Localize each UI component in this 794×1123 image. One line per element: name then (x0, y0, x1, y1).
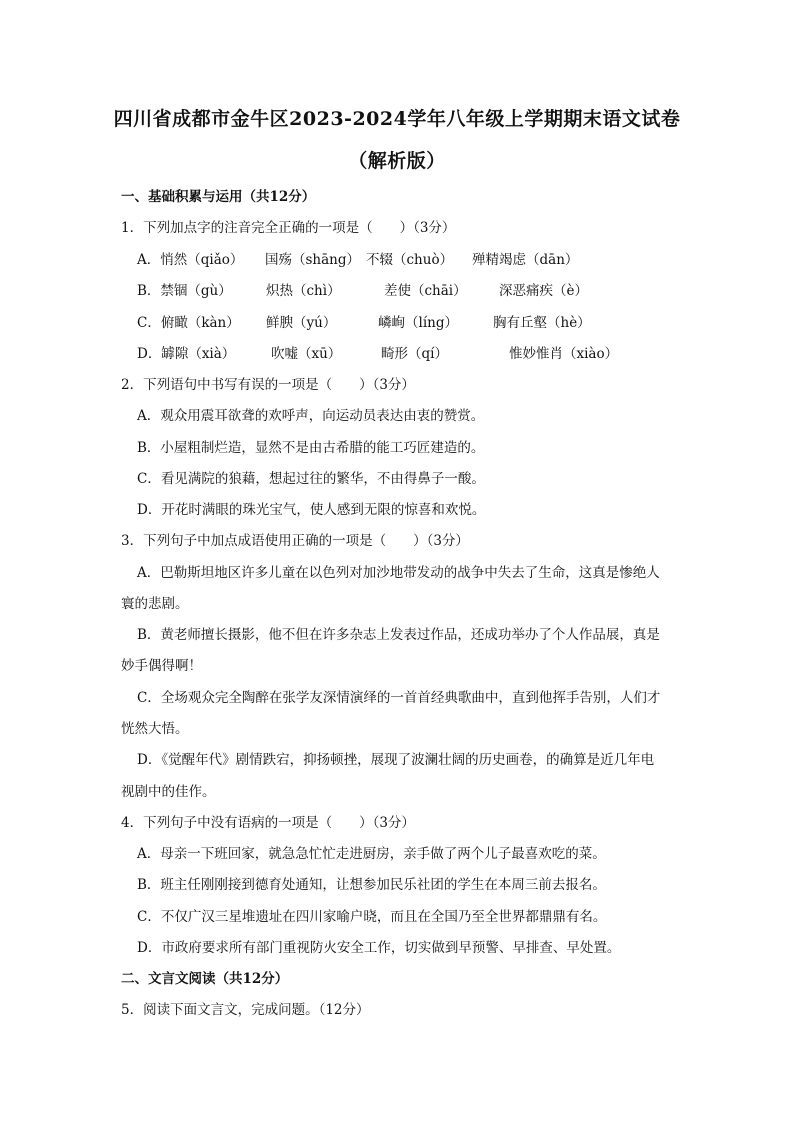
question-3-stem: 3．下列句子中加点成语使用正确的一项是（ ）（3分） (121, 533, 469, 549)
question-4-option-c: C．不仅广汉三星堆遗址在四川家喻户晓，而且在全国乃至全世界都鼎鼎有名。 (137, 909, 607, 925)
option-cell: D．罅隙（xià） (137, 346, 236, 362)
question-3-option-d-cont: 视剧中的佳作。 (121, 784, 216, 800)
question-4-stem: 4．下列句子中没有语病的一项是（ ）（3分） (121, 815, 415, 831)
question-3-option-c: C．全场观众完全陶醉在张学友深情演绎的一首首经典歌曲中，直到他挥手告别，人们才 (137, 690, 661, 706)
option-cell: 畸形（qí） (381, 346, 448, 362)
option-cell: 差使（chāi） (384, 283, 467, 299)
question-2-option-c: C．看见满院的狼藉，想起过往的繁华，不由得鼻子一酸。 (137, 471, 485, 487)
question-3-option-b-cont: 妙手偶得啊！ (121, 658, 202, 674)
question-4-option-d: D．市政府要求所有部门重视防火安全工作，切实做到早预警、早排查、早处置。 (137, 940, 621, 956)
option-cell: 鲜腴（yú） (266, 315, 337, 331)
option-cell: 胸有丘壑（hè） (493, 315, 591, 331)
question-1-stem: 1．下列加点字的注音完全正确的一项是（ ）（3分） (121, 220, 456, 236)
question-2-option-b: B．小屋粗制烂造，显然不是由古希腊的能工巧匠建造的。 (137, 440, 485, 456)
option-cell: B．禁锢（gù） (137, 283, 232, 299)
question-3-option-a-cont: 寰的悲剧。 (121, 596, 189, 612)
option-cell: 炽热（chì） (266, 283, 341, 299)
question-3-option-d: D．《觉醒年代》剧情跌宕，抑扬顿挫，展现了波澜壮阔的历史画卷，的确算是近几年电 (137, 752, 655, 768)
option-cell: 深恶痛疾（è） (499, 283, 588, 299)
question-2-option-d: D．开花时满眼的珠光宝气，使人感到无限的惊喜和欢悦。 (137, 502, 486, 518)
option-cell: 嶙峋（líng） (378, 315, 458, 331)
section-heading-basics: 一、基础积累与运用（共12分） (121, 189, 316, 205)
option-cell: 不辍（chuò） (366, 252, 454, 268)
option-cell: 殚精竭虑（dān） (472, 252, 579, 268)
question-3-option-c-cont: 恍然大悟。 (121, 721, 189, 737)
option-cell: 惟妙惟肖（xiào） (509, 346, 619, 362)
option-cell: 吹嘘（xū） (271, 346, 342, 362)
option-cell: A．悄然（qiǎo） (137, 252, 244, 268)
question-4-option-b: B．班主任刚刚接到德育处通知，让想参加民乐社团的学生在本周三前去报名。 (137, 877, 606, 893)
question-3-option-b: B．黄老师擅长摄影，他不但在许多杂志上发表过作品，还成功举办了个人作品展，真是 (137, 627, 660, 643)
question-3-option-a: A．巴勒斯坦地区许多儿童在以色列对加沙地带发动的战争中失去了生命，这真是惨绝人 (137, 565, 660, 581)
option-cell: C．俯瞰（kàn） (137, 315, 240, 331)
question-4-option-a: A．母亲一下班回家，就急急忙忙走进厨房，亲手做了两个儿子最喜欢吃的菜。 (137, 846, 606, 862)
question-2-stem: 2．下列语句中书写有误的一项是（ ）（3分） (121, 377, 415, 393)
option-cell: 国殇（shāng） (265, 252, 361, 268)
question-5-stem: 5．阅读下面文言文，完成问题。（12分） (121, 1002, 370, 1018)
exam-subtitle: （解析版） (348, 150, 446, 172)
question-2-option-a: A．观众用震耳欲聋的欢呼声，向运动员表达由衷的赞赏。 (137, 408, 485, 424)
section-heading-classical-reading: 二、文言文阅读（共12分） (121, 971, 289, 987)
exam-title: 四川省成都市金牛区2023-2024学年八年级上学期期末语文试卷 (113, 108, 681, 130)
